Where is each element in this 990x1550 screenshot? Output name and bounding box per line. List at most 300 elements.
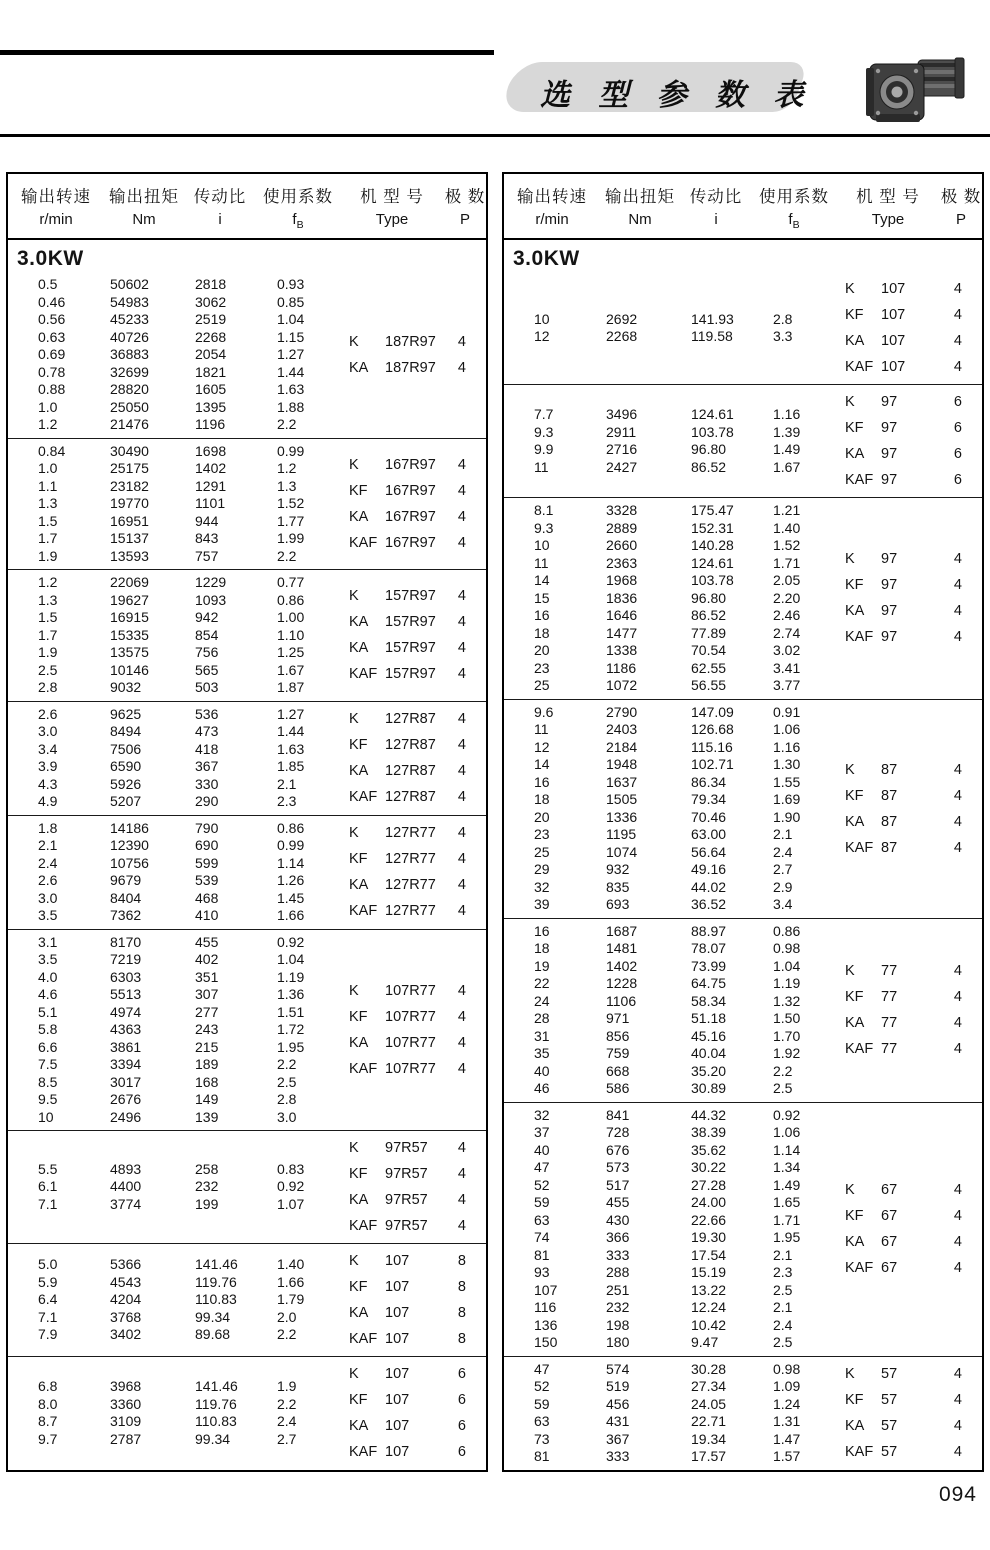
type-model: 107 [881,281,906,297]
pole-count: 4 [457,640,466,657]
data-cell: 1.16 [773,406,801,422]
pole-count: 6 [457,1418,466,1434]
column-title-cn: 输出扭矩 [605,188,675,206]
type-prefix: KF [845,989,864,1005]
type-model: 107 [385,1418,410,1434]
data-cell: 18 [534,624,550,641]
pole-count: 4 [953,281,962,297]
data-cell: 15335 [110,626,149,643]
data-cell: 32 [534,878,550,895]
data-row [504,660,829,678]
data-cell: 141.46 [195,1256,238,1273]
type-row [845,546,962,572]
type-row [349,820,466,846]
type-prefix: KAF [349,1218,378,1234]
data-cell: 136 [534,1316,558,1333]
data-cell: 536 [195,705,219,722]
data-cell: 1.55 [773,773,801,790]
data-cell: 1106 [606,992,637,1009]
data-row [8,548,333,566]
data-cell: 140.28 [691,537,734,553]
data-cell: 854 [195,626,219,643]
data-cell: 5207 [110,793,142,809]
type-prefix: KF [845,577,864,594]
data-cell: 2.0 [277,1308,297,1325]
type-row [845,1255,962,1281]
data-cell: 1.47 [773,1430,801,1447]
data-cell: 1.21 [773,502,801,518]
data-cell: 103.78 [691,572,734,588]
data-row [504,1264,829,1282]
data-cell: 2519 [195,311,227,327]
data-cell: 3062 [195,293,227,310]
data-cell: 110.83 [195,1291,237,1308]
pole-count: 4 [457,666,466,683]
data-cell: 198 [606,1316,630,1333]
data-row [504,1448,829,1466]
data-cell: 1.14 [277,854,305,871]
data-cell: 1.15 [277,328,305,345]
pole-count: 4 [953,1260,962,1276]
data-cell: 4893 [110,1160,142,1177]
data-cell: 1836 [606,589,638,606]
column-title-cn: 使用系数 [759,188,829,206]
type-model: 87 [881,761,898,778]
numeric-rows [8,574,333,697]
data-cell: 3861 [110,1038,142,1055]
type-prefix: K [845,394,855,410]
type-prefix: KF [845,420,864,436]
data-cell: 16 [534,922,550,939]
data-cell: 288 [606,1264,630,1280]
data-cell: 2.4 [38,854,58,871]
pole-count: 8 [457,1331,466,1347]
data-cell: 3496 [606,406,638,422]
type-list [829,1177,982,1281]
data-row [8,1091,333,1109]
type-row [349,661,466,687]
data-cell: 1.30 [773,756,801,772]
data-cell: 0.99 [277,442,305,459]
data-row [8,758,333,776]
table-header [504,174,982,240]
data-cell: 258 [195,1160,219,1177]
data-cell: 139 [195,1108,219,1125]
data-cell: 2818 [195,276,227,292]
data-cell: 19770 [110,495,149,511]
pole-count: 8 [457,1253,466,1269]
data-cell: 251 [606,1281,630,1298]
data-cell: 99.34 [195,1430,231,1447]
data-cell: 10 [534,310,550,327]
type-row [845,415,962,441]
row-groups [504,272,982,1470]
column-title-cn: 输出转速 [21,188,91,206]
unit-symbol: f [788,211,793,228]
data-cell: 0.86 [277,819,305,836]
data-cell: 932 [606,861,630,877]
data-cell: 7.1 [38,1195,58,1212]
data-cell: 1.19 [277,968,305,985]
type-model: 107 [385,1444,410,1460]
column-unit: r/min [39,211,73,228]
data-cell: 971 [606,1010,630,1026]
data-cell: 790 [195,819,219,836]
data-cell: 2496 [110,1108,142,1125]
column-header [752,183,836,231]
type-prefix: K [349,1253,359,1269]
data-cell: 8.1 [534,502,554,518]
column-unit: i [714,211,718,228]
data-row [504,756,829,774]
data-cell: 4.6 [38,986,58,1002]
type-model: 97R57 [385,1218,428,1234]
type-prefix: KA [845,1015,865,1031]
data-cell: 12 [534,738,550,755]
data-cell: 2184 [606,738,638,755]
type-model: 87 [881,787,898,804]
type-model: 107 [385,1253,410,1269]
data-cell: 2.1 [773,1299,793,1315]
data-cell: 4974 [110,1003,142,1020]
data-cell: 9.9 [534,441,554,457]
pole-count: 4 [953,629,962,646]
data-cell: 62.55 [691,659,727,676]
type-model: 127R87 [385,763,436,779]
data-cell: 2.05 [773,572,801,588]
type-prefix: K [349,1140,359,1156]
row-group [8,1130,486,1243]
data-cell: 1.04 [773,957,801,974]
pole-count: 4 [953,1041,962,1057]
data-cell: 35 [534,1045,550,1061]
data-cell: 189 [195,1056,219,1072]
type-model: 127R77 [385,825,436,841]
type-row [349,635,466,661]
numeric-rows [504,406,829,476]
pole-count: 4 [953,1366,962,1382]
data-cell: 3109 [110,1413,142,1429]
row-group [504,1356,982,1470]
data-row [8,329,333,347]
data-cell: 30.22 [691,1159,727,1175]
type-row [349,758,466,784]
data-cell: 19.34 [691,1430,727,1447]
data-cell: 333 [606,1246,630,1263]
data-cell: 1195 [606,826,637,842]
data-cell: 1.3 [38,495,58,511]
data-row [8,294,333,312]
row-group [504,699,982,918]
pole-count: 4 [457,851,466,867]
pole-count: 4 [953,963,962,979]
data-cell: 1186 [606,659,637,676]
data-row [8,969,333,987]
data-cell: 215 [195,1038,219,1055]
data-cell: 3.4 [773,896,793,912]
data-row [504,993,829,1011]
data-cell: 1.27 [277,346,305,362]
data-cell: 79.34 [691,791,727,807]
data-row [8,793,333,811]
type-prefix: KAF [845,1041,874,1057]
data-cell: 1.34 [773,1159,801,1175]
data-cell: 455 [606,1194,630,1210]
data-row [504,1159,829,1177]
data-cell: 1.49 [773,1176,801,1193]
data-cell: 119.58 [691,328,733,344]
type-row [349,1213,466,1239]
data-cell: 124.61 [691,554,734,571]
type-model: 87 [881,839,898,856]
data-cell: 96.80 [691,441,727,457]
type-row [845,276,962,302]
pole-count: 4 [953,787,962,804]
data-cell: 1.40 [773,519,801,536]
data-cell: 5.1 [38,1003,58,1020]
data-cell: 0.86 [773,922,801,939]
data-cell: 110.83 [195,1413,237,1429]
data-cell: 0.93 [277,276,305,292]
data-cell: 3.41 [773,659,801,676]
data-row [504,896,829,914]
data-cell: 0.92 [277,1178,305,1195]
data-row [504,1177,829,1195]
data-cell: 0.69 [38,346,66,362]
data-cell: 2.2 [277,1326,297,1343]
pole-count: 6 [953,420,962,436]
data-cell: 2716 [606,441,638,457]
data-cell: 40.04 [691,1045,727,1061]
page-title: 选 型 参 数 表 [540,79,814,112]
pole-count: 4 [457,456,466,473]
data-cell: 1.49 [773,441,801,457]
type-prefix: KF [349,1166,368,1182]
data-row [504,809,829,827]
data-cell: 152.31 [691,519,734,536]
type-prefix: K [349,456,359,473]
data-cell: 0.78 [38,363,66,380]
type-prefix: KAF [349,789,378,805]
data-row [504,975,829,993]
data-cell: 7.9 [38,1326,58,1343]
data-row [8,1109,333,1127]
type-model: 77 [881,963,898,979]
type-row [349,872,466,898]
data-cell: 1.85 [277,758,305,774]
data-cell: 1395 [195,398,227,415]
data-cell: 1.7 [38,626,58,643]
data-row [8,1161,333,1179]
data-cell: 40 [534,1141,550,1158]
data-cell: 58.34 [691,992,727,1009]
numeric-rows [8,934,333,1127]
data-cell: 74 [534,1229,550,1245]
data-cell: 7.5 [38,1056,58,1072]
data-row [504,923,829,941]
data-cell: 1.9 [277,1378,297,1394]
data-cell: 0.88 [38,381,66,397]
data-cell: 2.1 [277,775,297,792]
data-cell: 1.1 [38,477,58,494]
type-row [349,732,466,758]
row-group [504,497,982,699]
unit-subscript: B [792,219,800,231]
data-cell: 56.64 [691,843,727,860]
data-row [8,1004,333,1022]
data-row [504,1124,829,1142]
type-row [349,1300,466,1326]
type-list [333,978,486,1082]
column-unit: i [218,211,222,228]
type-prefix: KF [349,1279,368,1295]
pole-count: 4 [457,1140,466,1156]
column-header [504,183,600,231]
data-cell: 690 [195,837,219,853]
pole-count: 4 [457,737,466,753]
data-row [504,1010,829,1028]
data-cell: 40726 [110,328,149,345]
data-cell: 1.51 [277,1003,305,1020]
data-cell: 5.0 [38,1256,58,1273]
row-group [8,815,486,929]
data-cell: 81 [534,1246,550,1263]
data-cell: 73 [534,1430,550,1447]
column-title-cn: 输出扭矩 [109,188,179,206]
data-cell: 2889 [606,519,638,536]
data-cell: 86.34 [691,773,727,790]
type-row [349,355,466,381]
data-cell: 1.44 [277,723,305,739]
type-prefix: K [845,963,855,979]
type-model: 107 [881,333,906,349]
type-row [349,784,466,810]
type-model: 97 [881,577,898,594]
table-header [8,174,486,240]
data-row [8,741,333,759]
data-cell: 1.66 [277,1273,305,1290]
data-cell: 1.19 [773,975,801,991]
data-row [8,1309,333,1327]
pole-count: 4 [953,1418,962,1434]
column-header [600,183,680,231]
pole-count: 6 [457,1366,466,1382]
data-cell: 52 [534,1378,550,1394]
data-cell: 17.57 [691,1448,727,1464]
data-cell: 1.2 [277,460,297,476]
column-title-cn: 机 型 号 [360,188,424,206]
data-cell: 36.52 [691,896,727,912]
data-cell: 2.1 [38,837,58,853]
type-model: 97R57 [385,1192,428,1208]
data-row [8,1396,333,1414]
type-row [845,1361,962,1387]
data-row [8,872,333,890]
data-cell: 2.2 [277,1056,297,1072]
type-model: 107R77 [385,982,436,999]
data-cell: 565 [195,661,219,678]
data-cell: 19627 [110,591,149,608]
data-cell: 1948 [606,756,638,772]
data-row [8,934,333,952]
data-cell: 1821 [195,363,227,380]
type-row [845,1387,962,1413]
data-cell: 2.8 [277,1091,297,1107]
data-cell: 2.74 [773,624,801,641]
data-cell: 330 [195,775,219,792]
data-cell: 11 [534,554,549,571]
data-cell: 12 [534,328,550,344]
type-row [349,1004,466,1030]
data-cell: 0.86 [277,591,305,608]
type-prefix: KF [845,1208,864,1224]
data-cell: 9.47 [691,1334,719,1350]
type-prefix: KAF [845,472,874,488]
data-cell: 27.28 [691,1176,727,1193]
data-row [8,592,333,610]
type-row [845,1439,962,1465]
type-row [349,452,466,478]
data-cell: 7219 [110,951,142,967]
data-cell: 22.71 [691,1413,727,1429]
numeric-rows [8,276,333,434]
data-cell: 944 [195,512,219,529]
type-model: 67 [881,1208,898,1224]
data-cell: 2.3 [773,1264,793,1280]
data-cell: 124.61 [691,406,734,422]
column-header [340,183,444,231]
data-cell: 835 [606,878,630,895]
pole-count: 4 [457,1166,466,1182]
data-cell: 1.92 [773,1045,801,1061]
data-row [8,311,333,329]
row-groups [8,272,486,1469]
data-cell: 519 [606,1378,630,1394]
data-cell: 1402 [606,957,638,974]
data-cell: 22 [534,975,550,991]
data-cell: 759 [606,1045,630,1061]
data-cell: 6303 [110,968,142,985]
type-list [333,1361,486,1465]
type-row [845,1010,962,1036]
data-cell: 32 [534,1106,550,1123]
pole-count: 4 [457,1008,466,1025]
data-cell: 1.52 [773,537,801,553]
pole-count: 4 [953,1182,962,1198]
data-cell: 96.80 [691,589,727,606]
data-row [504,739,829,757]
data-cell: 6.4 [38,1291,58,1308]
data-cell: 9032 [110,679,142,695]
data-cell: 31 [534,1027,550,1044]
data-cell: 0.83 [277,1160,305,1177]
data-cell: 45.16 [691,1027,727,1044]
pole-count: 4 [953,577,962,594]
data-row [504,1317,829,1335]
data-cell: 99.34 [195,1308,231,1325]
type-prefix: KAF [845,629,874,646]
type-prefix: KAF [845,839,874,856]
data-cell: 64.75 [691,975,727,991]
type-row [349,504,466,530]
data-row [504,940,829,958]
type-prefix: KA [845,1234,865,1250]
type-row [349,1056,466,1082]
type-model: 167R97 [385,508,436,525]
type-model: 57 [881,1418,898,1434]
type-prefix: KA [845,446,865,462]
column-title-cn: 传动比 [193,188,247,206]
